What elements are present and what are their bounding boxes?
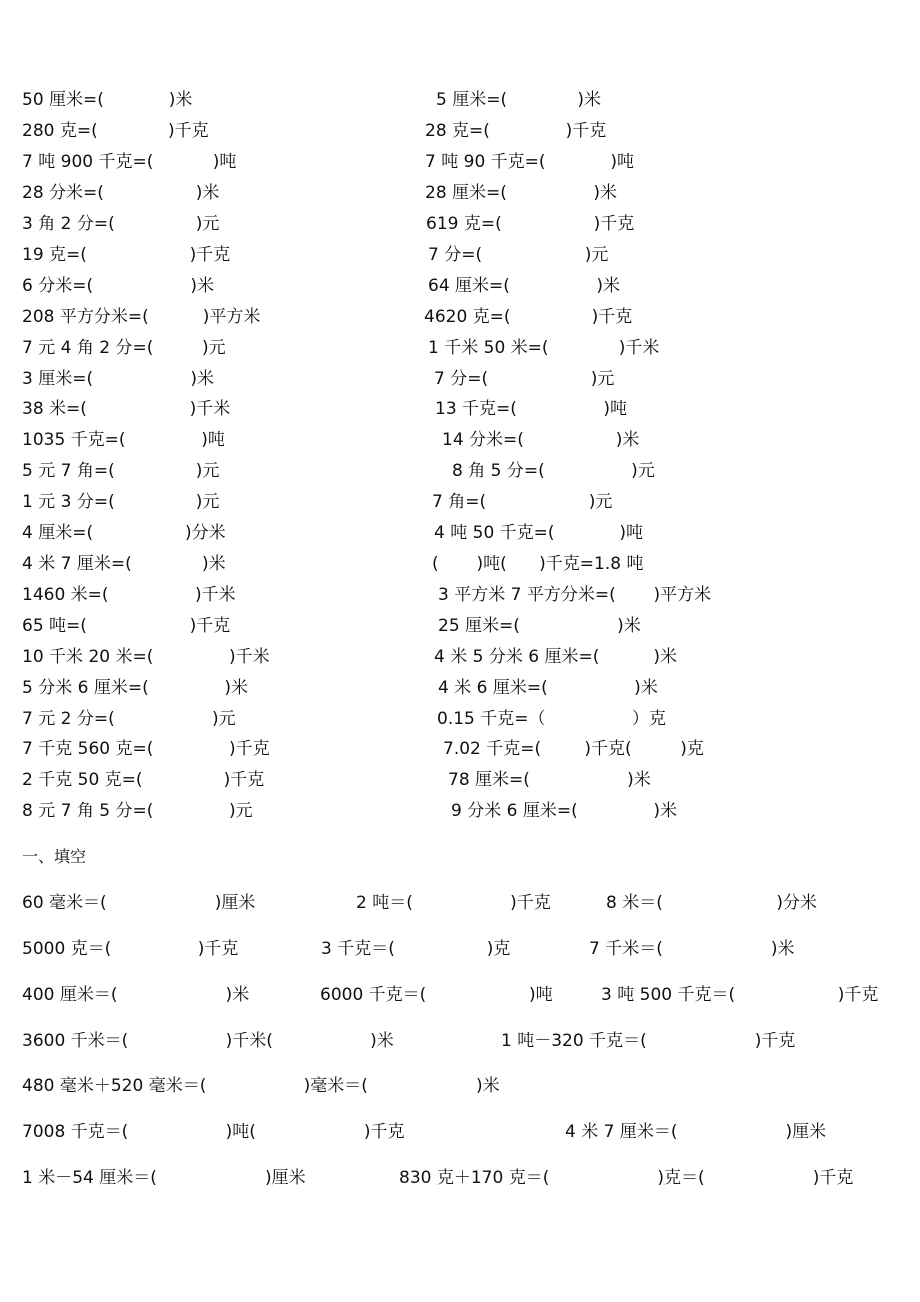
exercise-left-14: 1 元 3 分=( )元: [22, 492, 220, 512]
fill-2-c: 7 千米＝( )米: [589, 939, 795, 959]
fill-3-b: 6000 千克＝( )吨: [320, 985, 553, 1005]
fill-7-b: 830 克＋170 克＝( )克＝( )千克: [399, 1168, 854, 1188]
exercise-left-10: 3 厘米=( )米: [22, 369, 214, 389]
fill-4-b: 1 吨－320 千克＝( )千克: [501, 1031, 796, 1051]
exercise-right-13: 8 角 5 分=( )元: [452, 461, 655, 481]
exercise-left-12: 1035 千克=( )吨: [22, 430, 225, 450]
exercise-left-19: 10 千米 20 米=( )千米: [22, 647, 270, 667]
exercise-right-19: 4 米 5 分米 6 厘米=( )米: [434, 647, 678, 667]
exercise-left-5: 3 角 2 分=( )元: [22, 214, 220, 234]
exercise-right-7: 64 厘米=( )米: [428, 276, 621, 296]
exercise-right-24: 9 分米 6 厘米=( )米: [451, 801, 678, 821]
exercise-left-4: 28 分米=( )米: [22, 183, 220, 203]
exercise-left-22: 7 千克 560 克=( )千克: [22, 739, 270, 759]
fill-6-b: 4 米 7 厘米＝( )厘米: [565, 1122, 827, 1142]
exercise-right-9: 1 千米 50 米=( )千米: [428, 338, 660, 358]
exercise-left-1: 50 厘米=( )米: [22, 90, 193, 110]
exercise-right-17: 3 平方米 7 平方分米=( )平方米: [438, 585, 712, 605]
exercise-left-11: 38 米=( )千米: [22, 399, 231, 419]
exercise-right-1: 5 厘米=( )米: [436, 90, 601, 110]
fill-2-a: 5000 克＝( )千克: [22, 939, 239, 959]
exercise-right-2: 28 克=( )千克: [425, 121, 607, 141]
exercise-right-6: 7 分=( )元: [428, 245, 609, 265]
exercise-left-3: 7 吨 900 千克=( )吨: [22, 152, 237, 172]
fill-5-a: 480 毫米＋520 毫米＝( )毫米＝( )米: [22, 1076, 500, 1096]
fill-1-b: 2 吨＝( )千克: [356, 893, 551, 913]
section-title: 一、填空: [22, 847, 87, 866]
exercise-left-23: 2 千克 50 克=( )千克: [22, 770, 265, 790]
exercise-right-14: 7 角=( )元: [432, 492, 613, 512]
fill-1-c: 8 米＝( )分米: [606, 893, 817, 913]
exercise-left-9: 7 元 4 角 2 分=( )元: [22, 338, 226, 358]
exercise-right-22: 7.02 千克=( )千克( )克: [443, 739, 704, 759]
fill-2-b: 3 千克＝( )克: [321, 939, 511, 959]
exercise-right-18: 25 厘米=( )米: [438, 616, 641, 636]
exercise-right-11: 13 千克=( )吨: [435, 399, 628, 419]
exercise-right-21: 0.15 千克=（ ）克: [437, 709, 666, 729]
fill-7-a: 1 米－54 厘米＝( )厘米: [22, 1168, 306, 1188]
exercise-right-16: ( )吨( )千克=1.8 吨: [432, 554, 644, 574]
exercise-right-12: 14 分米=( )米: [442, 430, 640, 450]
exercise-left-6: 19 克=( )千克: [22, 245, 231, 265]
fill-4-a: 3600 千米＝( )千米( )米: [22, 1031, 394, 1051]
exercise-right-15: 4 吨 50 千克=( )吨: [434, 523, 644, 543]
fill-3-a: 400 厘米＝( )米: [22, 985, 250, 1005]
exercise-left-13: 5 元 7 角=( )元: [22, 461, 220, 481]
exercise-left-2: 280 克=( )千克: [22, 121, 209, 141]
exercise-left-21: 7 元 2 分=( )元: [22, 709, 236, 729]
fill-3-c: 3 吨 500 千克＝( )千克: [601, 985, 879, 1005]
exercise-left-7: 6 分米=( )米: [22, 276, 214, 296]
exercise-right-10: 7 分=( )元: [434, 369, 615, 389]
exercise-left-20: 5 分米 6 厘米=( )米: [22, 678, 249, 698]
exercise-left-16: 4 米 7 厘米=( )米: [22, 554, 226, 574]
exercise-left-24: 8 元 7 角 5 分=( )元: [22, 801, 253, 821]
exercise-right-23: 78 厘米=( )米: [448, 770, 651, 790]
exercise-left-8: 208 平方分米=( )平方米: [22, 307, 261, 327]
exercise-right-8: 4620 克=( )千克: [424, 307, 633, 327]
exercise-right-5: 619 克=( )千克: [426, 214, 635, 234]
fill-6-a: 7008 千克＝( )吨( )千克: [22, 1122, 405, 1142]
exercise-right-4: 28 厘米=( )米: [425, 183, 618, 203]
exercise-left-15: 4 厘米=( )分米: [22, 523, 226, 543]
exercise-left-18: 65 吨=( )千克: [22, 616, 231, 636]
exercise-right-20: 4 米 6 厘米=( )米: [438, 678, 658, 698]
exercise-left-17: 1460 米=( )千米: [22, 585, 236, 605]
fill-1-a: 60 毫米＝( )厘米: [22, 893, 256, 913]
exercise-right-3: 7 吨 90 千克=( )吨: [425, 152, 635, 172]
